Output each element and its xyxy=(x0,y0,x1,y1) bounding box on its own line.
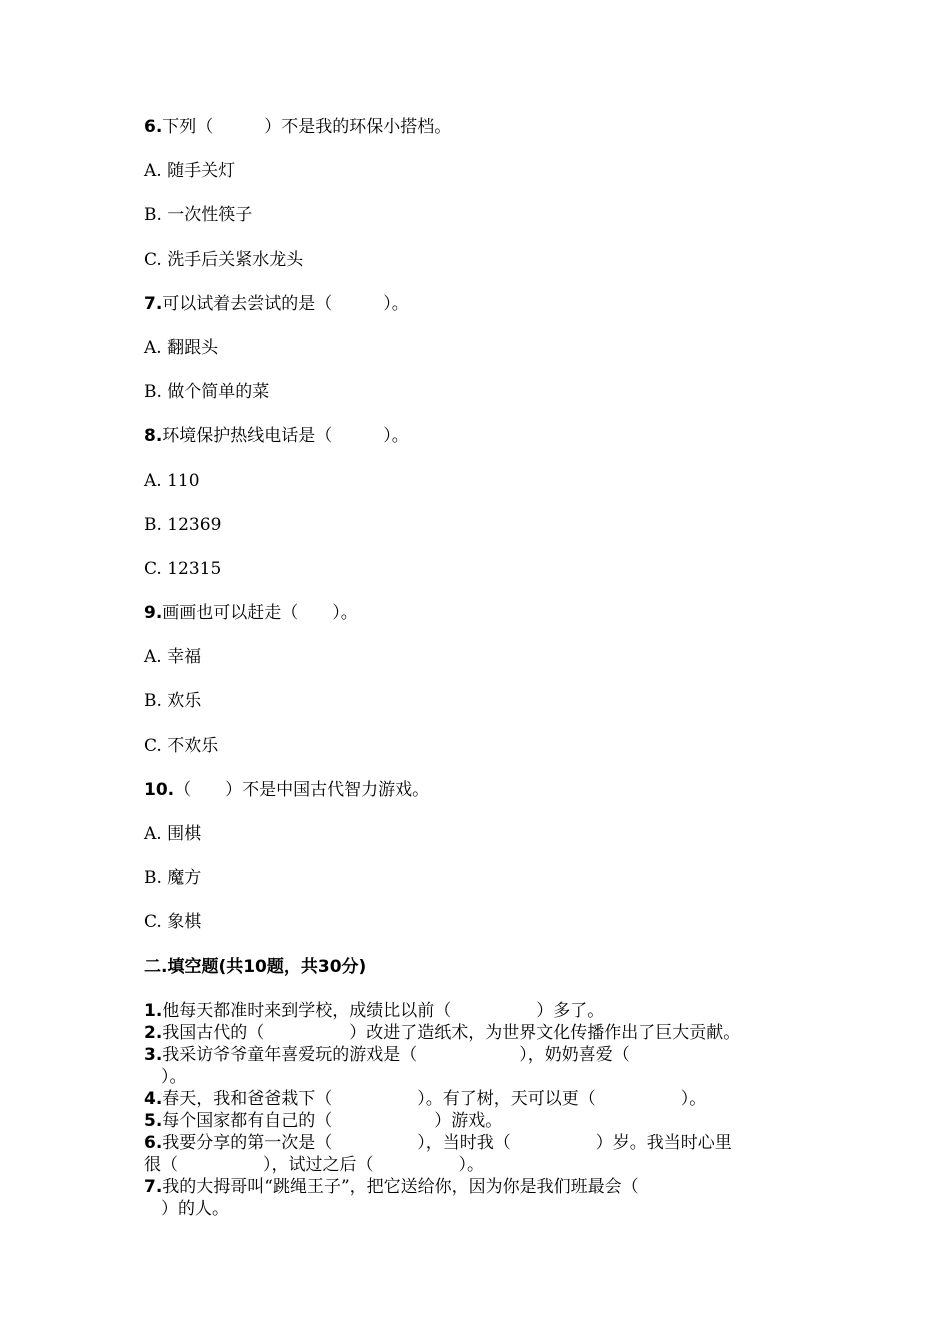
question-number: 6. xyxy=(144,117,163,137)
fill-line-5 xyxy=(144,1110,502,1132)
fill-text: 他每天都准时来到学校，成绩比以前（ ）多了。 xyxy=(162,1001,605,1021)
fill-number: 4. xyxy=(144,1089,163,1109)
question-8 xyxy=(144,425,409,447)
option-10c: C. 象棋 xyxy=(144,912,202,932)
fill-line-6 xyxy=(144,1132,732,1154)
question-number: 8. xyxy=(144,426,163,446)
fill-line-7-cont xyxy=(144,1198,229,1220)
fill-line-4 xyxy=(144,1088,706,1110)
fill-number: 7. xyxy=(144,1177,163,1197)
fill-number: 5. xyxy=(144,1111,163,1131)
fill-text: 很（ ），试过之后（ ）。 xyxy=(144,1155,484,1175)
fill-text: 我国古代的（ ）改进了造纸术，为世界文化传播作出了巨大贡献。 xyxy=(162,1023,741,1043)
option-6a: A. 随手关灯 xyxy=(144,161,236,181)
fill-line-6-cont xyxy=(144,1154,484,1176)
option-10a: A. 围棋 xyxy=(144,824,202,844)
option-9c: C. 不欢乐 xyxy=(144,736,219,756)
section-title: 二.填空题(共10题，共30分) xyxy=(144,957,367,977)
question-number: 7. xyxy=(144,294,163,314)
question-9 xyxy=(144,602,358,624)
option-8b: B. 12369 xyxy=(144,515,222,535)
option-10b: B. 魔方 xyxy=(144,868,202,888)
option-7a: A. 翻跟头 xyxy=(144,338,219,358)
option-6b: B. 一次性筷子 xyxy=(144,205,253,225)
question-text: （ ）不是中国古代智力游戏。 xyxy=(174,780,430,800)
fill-text: ）的人。 xyxy=(144,1199,229,1219)
question-6 xyxy=(144,116,451,138)
option-9b: B. 欢乐 xyxy=(144,691,202,711)
fill-number: 3. xyxy=(144,1045,163,1065)
question-text: 下列（ ）不是我的环保小搭档。 xyxy=(162,117,452,137)
fill-text: 我采访爷爷童年喜爱玩的游戏是（ ），奶奶喜爱（ xyxy=(162,1045,630,1065)
fill-text: 春天，我和爸爸栽下（ ）。有了树，天可以更（ ）。 xyxy=(162,1089,707,1109)
question-text: 可以试着去尝试的是（ ）。 xyxy=(162,294,409,314)
fill-text: 我要分享的第一次是（ ），当时我（ ）岁。我当时心里 xyxy=(162,1133,732,1153)
option-9a: A. 幸福 xyxy=(144,647,202,667)
question-text: 画画也可以赶走（ ）。 xyxy=(162,603,358,623)
fill-number: 6. xyxy=(144,1133,163,1153)
fill-number: 1. xyxy=(144,1001,163,1021)
question-7 xyxy=(144,293,409,315)
fill-text: 每个国家都有自己的（ ）游戏。 xyxy=(162,1111,503,1131)
fill-line-1 xyxy=(144,1000,604,1022)
fill-number: 2. xyxy=(144,1023,163,1043)
fill-line-2 xyxy=(144,1022,740,1044)
fill-line-7 xyxy=(144,1176,639,1198)
question-text: 环境保护热线电话是（ ）。 xyxy=(162,426,409,446)
fill-line-3 xyxy=(144,1044,630,1066)
question-10 xyxy=(144,779,429,801)
option-8c: C. 12315 xyxy=(144,559,222,579)
option-8a: A. 110 xyxy=(144,471,200,491)
fill-text: 我的大拇哥叫“跳绳王子”，把它送给你，因为你是我们班最会（ xyxy=(162,1177,639,1197)
option-7b: B. 做个简单的菜 xyxy=(144,382,270,402)
option-6c: C. 洗手后关紧水龙头 xyxy=(144,250,304,270)
question-number: 10. xyxy=(144,780,175,800)
question-number: 9. xyxy=(144,603,163,623)
fill-text: ）。 xyxy=(144,1067,187,1087)
fill-line-3-cont xyxy=(144,1066,187,1088)
